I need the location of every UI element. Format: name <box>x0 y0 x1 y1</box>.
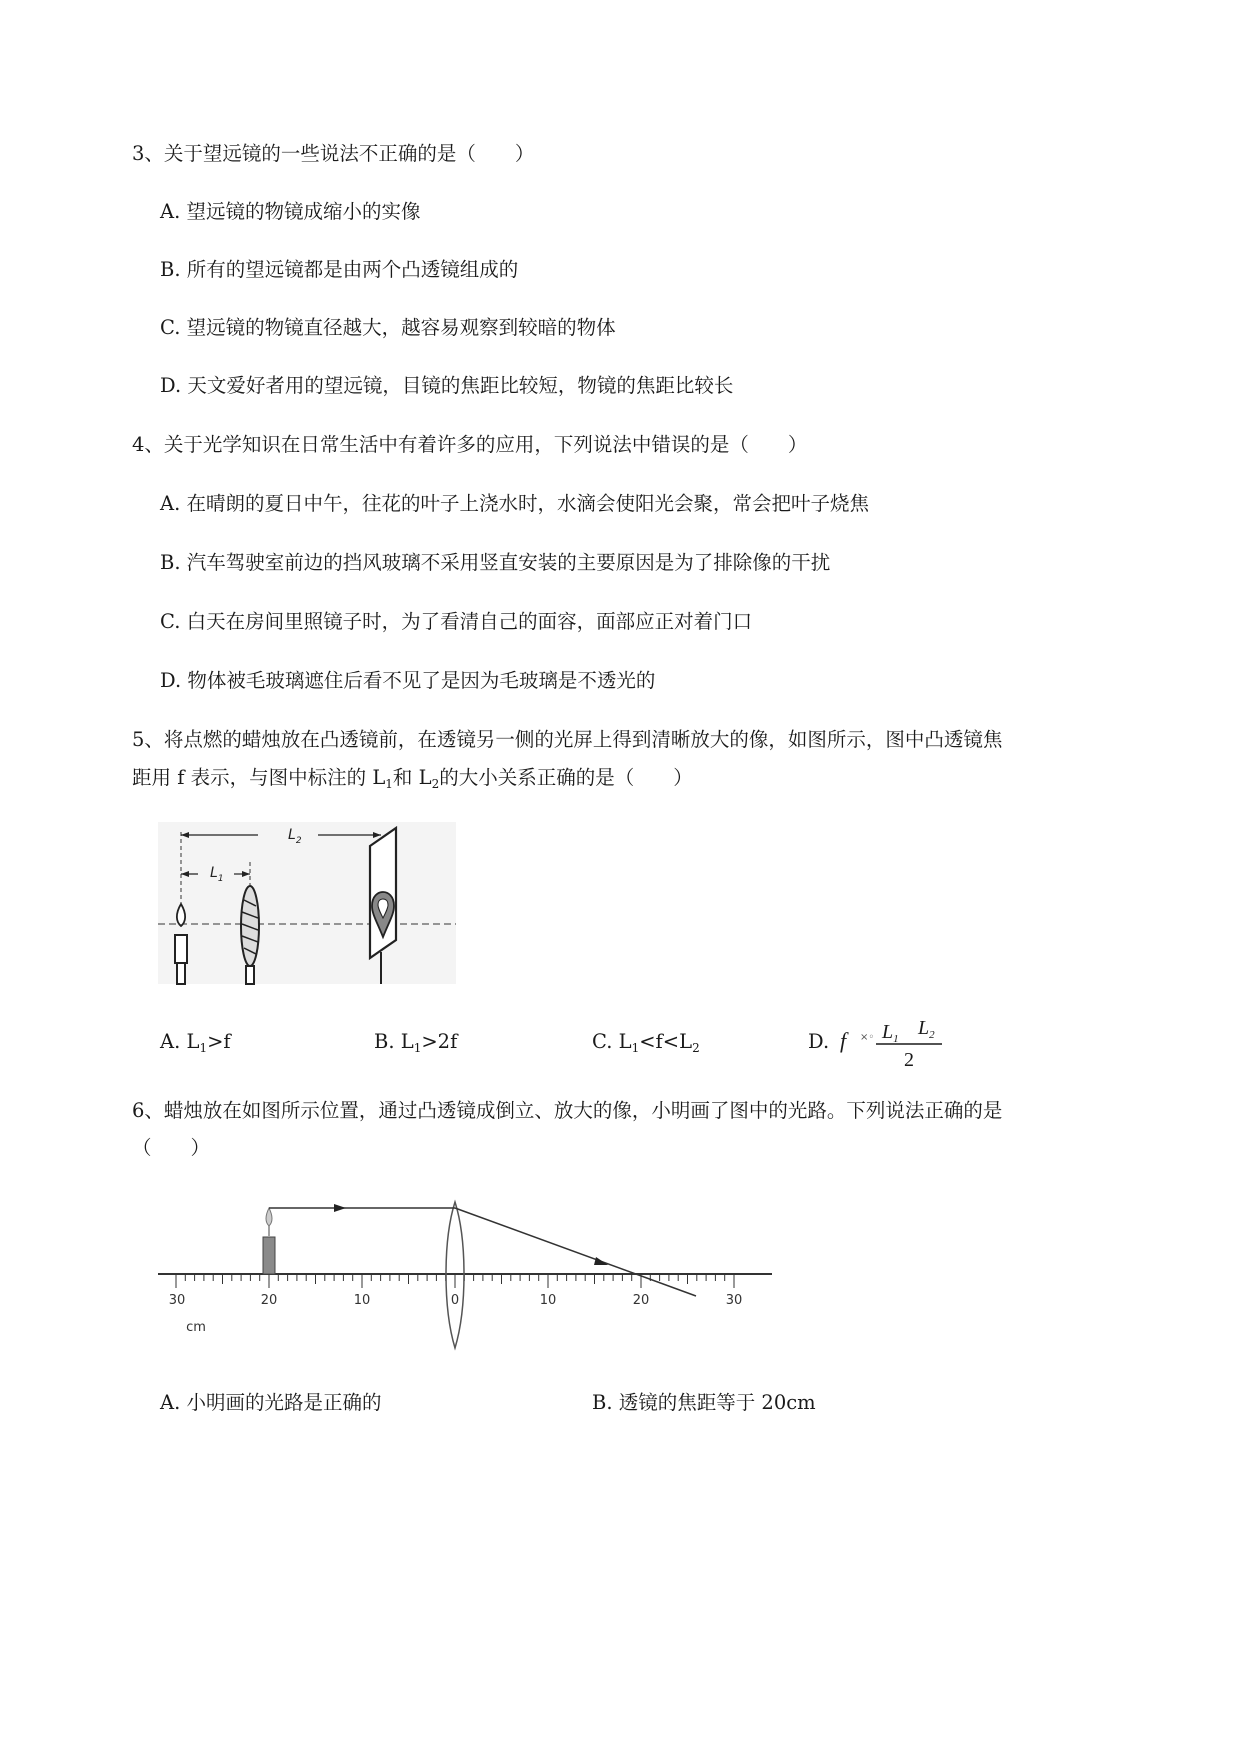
svg-text:f: f <box>840 1028 847 1053</box>
q5-label-l2: $L_2$ <box>288 827 302 846</box>
light-ray <box>269 1204 696 1296</box>
ruler-label-left-20: 20 <box>260 1293 278 1308</box>
q4-option-b: B. 汽车驾驶室前边的挡风玻璃不采用竖直安装的主要原因是为了排除像的干扰 <box>160 551 831 574</box>
candle-icon <box>175 904 187 984</box>
q3-option-c: C. 望远镜的物镜直径越大，越容易观察到较暗的物体 <box>160 316 616 339</box>
svg-text:×◦: ×◦ <box>860 1032 875 1043</box>
q4-option-c: C. 白天在房间里照镜子时，为了看清自己的面容，面部应正对着门口 <box>160 610 753 633</box>
q5-stem-line1: 5、将点燃的蜡烛放在凸透镜前，在透镜另一侧的光屏上得到清晰放大的像，如图所示，图中凸透镜焦 <box>132 728 1003 751</box>
q5-option-d-formula <box>838 1014 948 1070</box>
q5-option-c: C. $L_1<f<L_2$ <box>592 1030 700 1055</box>
q6-stem-line2: （ ） <box>132 1136 211 1159</box>
q4-option-a: A. 在晴朗的夏日中午，往花的叶子上浇水时，水滴会使阳光会聚，常会把叶子烧焦 <box>160 492 869 515</box>
ruler-label-right-20: 20 <box>632 1293 650 1308</box>
ruler-label-right-30: 30 <box>725 1293 743 1308</box>
q5-label-l1: $L_1$ <box>210 865 224 884</box>
q5-stem-line2: 距用 f 表示，与图中标注的 $L_1$和 $L_2$的大小关系正确的是（ ） <box>132 766 693 791</box>
ruler-label-left-10: 10 <box>353 1293 371 1308</box>
svg-text:L1: $L_1$ <box>882 1021 899 1045</box>
q3-stem: 3、关于望远镜的一些说法不正确的是（ ） <box>132 142 535 165</box>
q5-option-a: A. $L_1>f$ <box>160 1030 231 1055</box>
q3-option-d: D. 天文爱好者用的望远镜，目镜的焦距比较短，物镜的焦距比较长 <box>160 374 734 397</box>
q3-option-a: A. 望远镜的物镜成缩小的实像 <box>160 200 421 223</box>
q4-stem: 4、关于光学知识在日常生活中有着许多的应用，下列说法中错误的是（ ） <box>132 433 808 456</box>
q5-figure <box>158 822 456 984</box>
q5-option-d-label: D. <box>808 1030 830 1053</box>
ruler-label-right-10: 10 <box>539 1293 557 1308</box>
candle-icon <box>263 1208 275 1274</box>
q3-option-b: B. 所有的望远镜都是由两个凸透镜组成的 <box>160 258 519 281</box>
ruler-label-left-30: 30 <box>168 1293 186 1308</box>
svg-text:2: 2 <box>904 1049 914 1071</box>
q6-option-a: A. 小明画的光路是正确的 <box>160 1391 382 1414</box>
q6-stem-line1: 6、蜡烛放在如图所示位置，通过凸透镜成倒立、放大的像，小明画了图中的光路。下列说法正确的是 <box>132 1099 1003 1122</box>
ruler-unit: cm <box>186 1320 206 1335</box>
q5-option-b: B. $L_1>2f$ <box>374 1030 458 1055</box>
svg-text:L2: $L_2$ <box>918 1017 935 1041</box>
ruler-ticks <box>176 1274 734 1288</box>
ruler-label-zero: 0 <box>450 1293 460 1308</box>
q6-figure <box>150 1190 780 1360</box>
q4-option-d: D. 物体被毛玻璃遮住后看不见了是因为毛玻璃是不透光的 <box>160 669 656 692</box>
q6-option-b: B. 透镜的焦距等于 20cm <box>592 1391 816 1414</box>
